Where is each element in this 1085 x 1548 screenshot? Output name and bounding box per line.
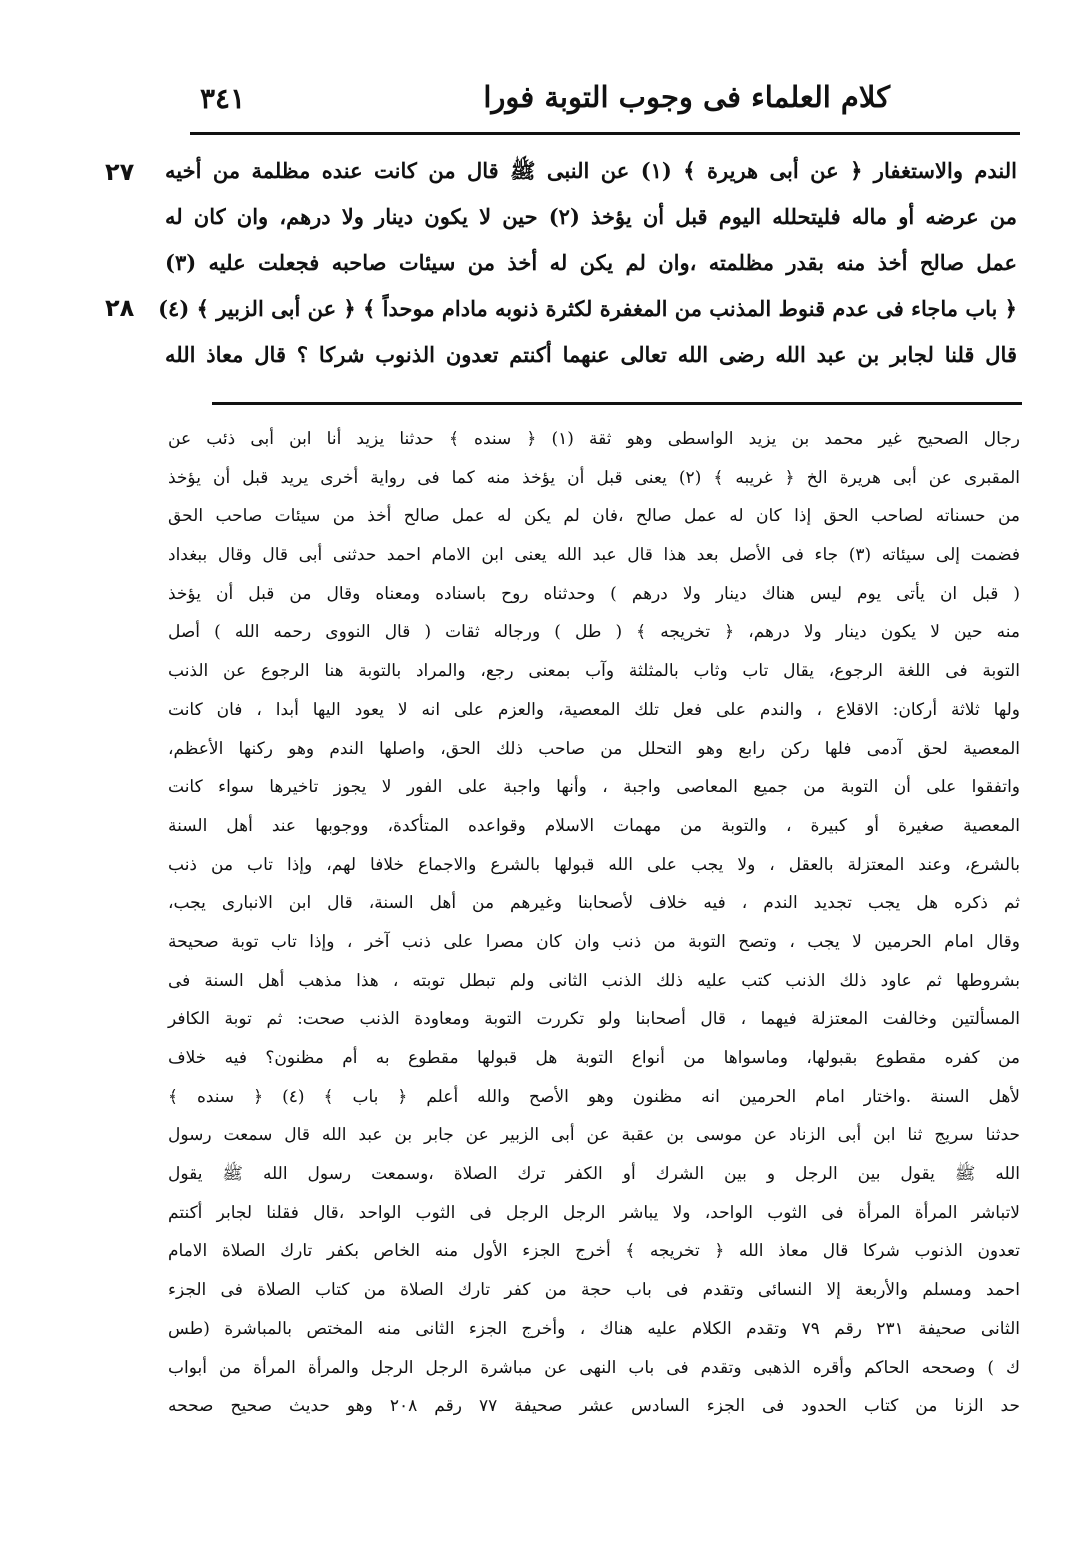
footnote-line: المعصية صغيرة أو كبيرة ، والتوبة من مهمات الاسلام وقواعده المتأكدة، ووجوبها عند أهل السنة bbox=[168, 815, 1020, 836]
main-text-line: قال قلنا لجابر بن عبد الله رضى الله تعالى عنهما أكنتم تعدون الذنوب شركا ؟ قال معاذ الله bbox=[165, 342, 1017, 367]
footnote-line: بالشرع، وعند المعتزلة بالعقل ، ولا يجب على الله قبولها بالشرع والاجماع خلافا لهم، وإذا تاب من ذنب bbox=[168, 854, 1020, 875]
footnote-line: ( قبل ان يأتى يوم ليس هناك دينار ولا درهم ) وحدثناه روح باسناده ومعناه وقال من قبل أن يؤخذ bbox=[168, 583, 1020, 604]
footnote-line: المعصية لحق آدمى فلها ركن رابع وهو التحلل من صاحب ذلك الحق، واصلها الندم وهو ركنها الأعظم، bbox=[168, 738, 1020, 759]
chapter-heading-line: ﴿ باب ماجاء فى عدم قنوط المذنب من المغفرة لكثرة ذنوبه مادام موحداً ﴾ ﴿ عن أبى الزبير ﴾ (٤) bbox=[158, 296, 1017, 321]
page-title: كلام العلماء فى وجوب التوبة فورا bbox=[483, 80, 890, 114]
footnote-line: الثانى صحيفة ٢٣١ رقم ٧٩ وتقدم الكلام عليه هناك ، وأخرج الجزء الثانى منه المختص بالمباشرة (طس bbox=[168, 1318, 1020, 1339]
page-number: ٣٤١ bbox=[200, 82, 246, 115]
hadith-number-28: ٢٨ bbox=[105, 294, 135, 322]
footnote-line: الله ﷺ يقول بين الرجل و بين الشرك أو الكفر ترك الصلاة ،وسمعت رسول الله ﷺ يقول bbox=[168, 1164, 1020, 1185]
footnote-line: من كفره مقطوع بقبولها، وماسواها من أنواع التوبة هل قبولها مقطوع به أم مظنون؟ فيه خلاف bbox=[168, 1048, 1020, 1068]
footnote-line: حدثنا سريج ثنا ابن أبى الزناد عن موسى بن عقبة عن أبى الزبير عن جابر بن عبد الله قال سمعت رسول bbox=[168, 1125, 1020, 1146]
footnote-line: حد الزنا من كتاب الحدود فى الجزء السادس عشر صحيفة ٧٧ رقم ٢٠٨ وهو حديث صحيح صححه bbox=[168, 1396, 1020, 1417]
footnote-line: ثم ذكره هل يجب تجديد الندم ، فيه خلاف لأصحابنا وغيرهم من أهل السنة، قال ابن الانبارى يجب، bbox=[168, 893, 1020, 914]
footnote-line: ك ) وصححه الحاكم وأقره الذهبى وتقدم فى باب النهى عن مباشرة الرجل الرجل والمرأة المرأة من أبواب bbox=[168, 1357, 1020, 1378]
footnote-line: المقبرى عن أبى هريرة الخ ﴿ غريبه ﴾ (٢) يعنى قبل أن يؤخذ منه كما فى رواية أخرى يريد قبل أن يؤخذ bbox=[168, 467, 1021, 488]
footnote-line: منه حين لا يكون دينار ولا درهم، ﴿ تخريجه ﴾ ( طل ) ورجاله ثقات ( قال النووى رحمه الله ) أصل bbox=[168, 622, 1020, 643]
main-text-line: من عرضه أو ماله فليتحلله اليوم قبل أن يؤخذ (٢) حين لا يكون دينار ولا درهم، وان كان له bbox=[165, 204, 1017, 229]
main-text-line: عمل صالح أخذ منه بقدر مظلمته ،وان لم يكن له أخذ من سيئات صاحبه فجعلت عليه (٣) bbox=[165, 250, 1017, 275]
footnote-line: المسألتين وخالفت المعتزلة فيهما ، قال أصحابنا ولو تكررت التوبة ومعاودة الذنب صحت: ثم توبة الكافر bbox=[168, 1009, 1020, 1030]
header-rule bbox=[190, 132, 1020, 135]
footnote-line: ولها ثلاثة أركان: الاقلاع ، والندم على فعل تلك المعصية، والعزم على انه لا يعود اليها أبدا ، فان كانت bbox=[168, 699, 1020, 720]
footnote-line: التوبة فى اللغة الرجوع، يقال تاب وثاب بالمثلثة وآب بمعنى رجع، والمراد بالتوبة هنا الرجوع عن الذنب bbox=[168, 661, 1020, 682]
footnote-line: لأهل السنة .واختار امام الحرمين انه مظنون وهو الأصح والله أعلم ﴿ باب ﴾ (٤) ﴿ سنده ﴾ bbox=[168, 1086, 1020, 1107]
footnote-line: تعدون الذنوب شركا قال معاذ الله ﴿ تخريجه ﴾ أخرج الجزء الأول منه الخاص بكفر تارك الصلاة الامام bbox=[168, 1241, 1020, 1262]
hadith-number-27: ٢٧ bbox=[105, 158, 135, 186]
footnote-separator bbox=[212, 402, 1022, 405]
footnote-line: فضمت إلى سيئاته (٣) جاء فى الأصل بعد هذا قال عبد الله يعنى ابن الامام احمد حدثنى أبى قال وقال ببغداد bbox=[168, 545, 1020, 566]
footnote-line: بشروطها ثم عاود ذلك الذنب كتب عليه ذلك الذنب الثانى ولم تبطل توبته ، هذا مذهب أهل السنة فى bbox=[168, 970, 1020, 991]
footnote-line: وقال امام الحرمين لا يجب ، وتصح التوبة من ذنب وان كان مصرا على ذنب آخر ، وإذا تاب توبة صحيحة bbox=[168, 931, 1020, 952]
footnote-line: واتفقوا على أن التوبة من جميع المعاصى واجبة ، وأنها واجبة على الفور لا يجوز تاخيرها سواء كانت bbox=[168, 777, 1020, 798]
footnote-line: رجال الصحيح غير محمد بن يزيد الواسطى وهو ثقة (١) ﴿ سنده ﴾ حدثنا يزيد أنا ابن أبى ذئب عن bbox=[168, 429, 1020, 449]
main-text-line: الندم والاستغفار ﴿ عن أبى هريرة ﴾ (١) عن النبى ﷺ قال من كانت عنده مظلمة من أخيه bbox=[165, 158, 1018, 183]
footnotes bbox=[168, 420, 1020, 1426]
footnote-line: احمد ومسلم والأربعة إلا النسائى وتقدم فى باب حجة من كفر تارك الصلاة من كتاب الصلاة فى الجزء bbox=[168, 1280, 1020, 1301]
running-header bbox=[180, 70, 1010, 130]
footnote-line: لاتباشر المرأة المرأة فى الثوب الواحد، ولا يباشر الرجل الرجل فى الثوب الواحد ،قال فقلنا لجابر أكنتم bbox=[168, 1202, 1020, 1223]
main-text bbox=[158, 148, 1018, 378]
footnote-line: من حسناته لصاحب الحق إذا كان له عمل صالح ،فان لم يكن له عمل صالح أخذ من سيئات صاحب الحق bbox=[168, 506, 1020, 527]
